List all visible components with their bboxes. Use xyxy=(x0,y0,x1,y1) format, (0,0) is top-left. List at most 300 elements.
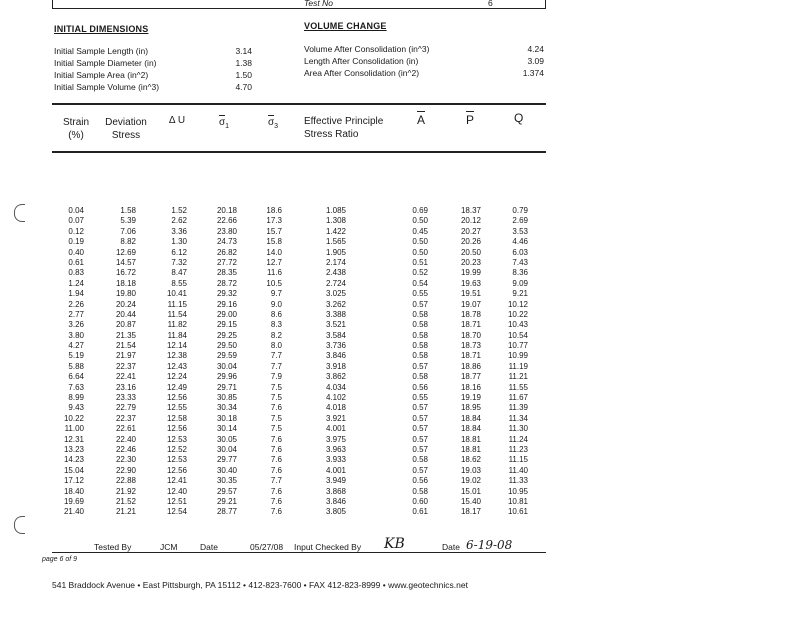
table-cell-a: 0.57 xyxy=(412,403,428,413)
table-cell-sigma3: 17.3 xyxy=(266,216,282,226)
table-cell-p: 18.71 xyxy=(460,320,481,330)
table-cell-strain: 7.63 xyxy=(68,382,84,392)
table-cell-p: 15.40 xyxy=(460,496,481,506)
table-cell-sigma1: 29.59 xyxy=(216,351,237,361)
table-cell-ratio: 3.846 xyxy=(325,351,346,361)
table-cell-p: 18.95 xyxy=(460,403,481,413)
table-cell-sigma3: 7.5 xyxy=(270,393,282,403)
table-cell-sigma1: 30.04 xyxy=(216,444,237,454)
table-cell-deviator: 20.44 xyxy=(115,309,136,319)
table-cell-p: 20.27 xyxy=(460,226,481,236)
table-cell-deviator: 21.97 xyxy=(115,351,136,361)
table-cell-du: 12.56 xyxy=(166,465,187,475)
table-cell-q: 10.61 xyxy=(507,507,528,517)
table-cell-du: 12.38 xyxy=(166,351,187,361)
table-cell-sigma1: 29.96 xyxy=(216,372,237,382)
table-cell-du: 10.41 xyxy=(166,289,187,299)
table-cell-strain: 2.26 xyxy=(68,299,84,309)
table-cell-deviator: 12.69 xyxy=(115,247,136,257)
table-cell-sigma3: 7.6 xyxy=(270,434,282,444)
table-cell-p: 18.84 xyxy=(460,424,481,434)
table-cell-q: 3.53 xyxy=(512,226,528,236)
table-cell-sigma1: 29.71 xyxy=(216,382,237,392)
table-cell-strain: 17.12 xyxy=(63,476,84,486)
column-a xyxy=(400,206,428,518)
table-cell-ratio: 3.262 xyxy=(325,299,346,309)
table-cell-sigma1: 29.25 xyxy=(216,330,237,340)
table-cell-du: 1.52 xyxy=(171,206,187,215)
table-cell-a: 0.57 xyxy=(412,424,428,434)
table-cell-p: 19.07 xyxy=(460,299,481,309)
column-q xyxy=(496,206,528,518)
table-cell-deviator: 22.37 xyxy=(115,361,136,371)
table-cell-sigma3: 18.6 xyxy=(266,206,282,215)
table-cell-q: 11.55 xyxy=(508,382,528,392)
table-cell-sigma3: 7.6 xyxy=(270,465,282,475)
table-cell-p: 19.03 xyxy=(460,465,481,475)
table-cell-du: 8.47 xyxy=(171,268,187,278)
table-cell-deviator: 22.90 xyxy=(115,465,136,475)
table-cell-sigma3: 7.9 xyxy=(270,372,282,382)
table-cell-sigma1: 30.14 xyxy=(216,424,237,434)
table-cell-q: 10.81 xyxy=(507,496,528,506)
table-cell-a: 0.60 xyxy=(412,496,428,506)
table-cell-sigma3: 8.3 xyxy=(270,320,282,330)
table-cell-ratio: 1.905 xyxy=(325,247,346,257)
table-cell-deviator: 14.57 xyxy=(115,257,136,267)
table-cell-q: 10.95 xyxy=(507,486,528,496)
table-cell-sigma1: 30.85 xyxy=(216,393,237,403)
table-cell-du: 3.36 xyxy=(171,226,187,236)
table-cell-ratio: 3.933 xyxy=(325,455,346,465)
table-cell-sigma3: 9.7 xyxy=(270,289,282,299)
table-cell-deviator: 21.54 xyxy=(115,341,136,351)
table-cell-du: 12.58 xyxy=(166,413,187,423)
table-cell-strain: 19.69 xyxy=(63,496,84,506)
table-cell-strain: 3.26 xyxy=(68,320,84,330)
table-cell-ratio: 4.102 xyxy=(325,393,346,403)
date2-value: 6-19-08 xyxy=(466,538,513,552)
table-cell-a: 0.57 xyxy=(412,434,428,444)
table-cell-a: 0.58 xyxy=(412,341,428,351)
table-cell-p: 18.62 xyxy=(460,455,481,465)
table-cell-strain: 0.19 xyxy=(68,237,84,247)
table-cell-ratio: 1.085 xyxy=(325,206,346,215)
table-cell-sigma3: 7.6 xyxy=(270,486,282,496)
table-cell-q: 10.43 xyxy=(507,320,528,330)
table-cell-a: 0.58 xyxy=(412,486,428,496)
table-cell-deviator: 22.61 xyxy=(115,424,136,434)
table-cell-deviator: 21.52 xyxy=(115,496,136,506)
table-cell-p: 19.63 xyxy=(460,278,481,288)
table-cell-du: 12.49 xyxy=(166,382,187,392)
table-cell-strain: 9.43 xyxy=(68,403,84,413)
volume-after-value: 4.24 xyxy=(527,44,544,54)
table-cell-strain: 10.22 xyxy=(63,413,84,423)
table-cell-deviator: 22.40 xyxy=(115,434,136,444)
table-cell-deviator: 23.33 xyxy=(115,393,136,403)
table-cell-q: 10.54 xyxy=(507,330,528,340)
table-cell-sigma1: 20.18 xyxy=(216,206,237,215)
section-divider xyxy=(52,103,546,105)
table-cell-strain: 11.00 xyxy=(64,424,84,434)
table-cell-deviator: 22.30 xyxy=(115,455,136,465)
length-after-value: 3.09 xyxy=(527,56,544,66)
table-cell-q: 11.33 xyxy=(508,476,528,486)
column-sigma3 xyxy=(260,206,282,518)
tested-by-label: Tested By xyxy=(94,542,132,552)
table-cell-a: 0.57 xyxy=(412,444,428,454)
table-cell-p: 18.71 xyxy=(460,351,481,361)
table-cell-strain: 12.31 xyxy=(63,434,84,444)
table-cell-du: 12.53 xyxy=(166,434,187,444)
table-cell-sigma3: 8.2 xyxy=(270,330,282,340)
table-cell-strain: 6.64 xyxy=(68,372,84,382)
table-cell-a: 0.61 xyxy=(412,507,428,517)
table-cell-sigma1: 22.66 xyxy=(216,216,237,226)
table-cell-strain: 0.40 xyxy=(68,247,84,257)
header-deviator: Deviation xyxy=(105,117,147,128)
table-cell-p: 19.99 xyxy=(460,268,481,278)
column-p xyxy=(449,206,481,518)
table-cell-deviator: 22.88 xyxy=(115,476,136,486)
table-cell-ratio: 3.736 xyxy=(325,341,346,351)
column-delta-u xyxy=(155,206,187,518)
table-cell-strain: 0.61 xyxy=(68,257,84,267)
table-cell-deviator: 23.16 xyxy=(115,382,136,392)
date-label: Date xyxy=(200,542,218,552)
table-cell-ratio: 3.963 xyxy=(325,444,346,454)
table-cell-ratio: 2.174 xyxy=(325,257,346,267)
table-cell-deviator: 19.80 xyxy=(115,289,136,299)
header-a: A xyxy=(417,113,426,127)
table-cell-ratio: 3.862 xyxy=(325,372,346,382)
table-cell-deviator: 16.72 xyxy=(115,268,136,278)
table-cell-du: 12.54 xyxy=(166,507,187,517)
table-cell-du: 11.82 xyxy=(167,320,187,330)
table-cell-p: 18.77 xyxy=(460,372,481,382)
area-after-label: Area After Consolidation (in^2) xyxy=(304,68,420,78)
table-cell-p: 18.37 xyxy=(460,206,481,215)
table-cell-du: 12.56 xyxy=(166,393,187,403)
table-cell-du: 12.51 xyxy=(166,496,187,506)
table-cell-du: 12.53 xyxy=(166,455,187,465)
column-strain xyxy=(56,206,84,518)
table-cell-strain: 0.12 xyxy=(68,226,84,236)
table-cell-sigma3: 12.7 xyxy=(266,257,282,267)
table-cell-sigma3: 15.7 xyxy=(266,226,282,236)
header-q: Q xyxy=(514,111,524,125)
page-label: page 6 of 9 xyxy=(42,556,78,563)
table-cell-p: 18.81 xyxy=(460,434,481,444)
table-cell-p: 18.84 xyxy=(460,413,481,423)
table-cell-sigma3: 10.5 xyxy=(266,278,282,288)
table-cell-p: 18.70 xyxy=(460,330,481,340)
table-cell-sigma1: 28.77 xyxy=(216,507,237,517)
table-cell-sigma1: 30.34 xyxy=(216,403,237,413)
table-cell-sigma3: 7.5 xyxy=(270,413,282,423)
table-cell-du: 7.32 xyxy=(171,257,187,267)
table-cell-sigma3: 7.5 xyxy=(270,382,282,392)
table-cell-sigma3: 7.6 xyxy=(270,403,282,413)
table-cell-sigma3: 7.6 xyxy=(270,496,282,506)
table-cell-q: 10.77 xyxy=(507,341,528,351)
table-cell-ratio: 1.422 xyxy=(325,226,346,236)
table-cell-strain: 1.94 xyxy=(68,289,84,299)
table-cell-q: 2.69 xyxy=(512,216,528,226)
table-cell-strain: 0.04 xyxy=(68,206,84,215)
table-cell-sigma1: 30.18 xyxy=(216,413,237,423)
header-deviator-stress: Stress xyxy=(111,130,141,141)
table-cell-du: 12.40 xyxy=(166,486,187,496)
tested-by-value: JCM xyxy=(160,542,178,552)
table-cell-p: 20.50 xyxy=(460,247,481,257)
table-cell-du: 1.30 xyxy=(171,237,187,247)
table-cell-q: 11.15 xyxy=(508,455,528,465)
table-cell-strain: 0.83 xyxy=(68,268,84,278)
table-cell-p: 18.17 xyxy=(460,507,481,517)
table-cell-sigma3: 15.8 xyxy=(266,237,282,247)
table-cell-q: 11.39 xyxy=(508,403,528,413)
test-no-label: Test No xyxy=(304,0,333,8)
table-cell-sigma3: 7.7 xyxy=(270,476,282,486)
column-sigma1 xyxy=(204,206,237,518)
table-cell-du: 6.12 xyxy=(171,247,187,257)
volume-after-label: Volume After Consolidation (in^3) xyxy=(304,44,430,54)
table-cell-a: 0.50 xyxy=(412,237,428,247)
table-cell-a: 0.50 xyxy=(412,216,428,226)
checked-by-initials: KB xyxy=(384,536,405,552)
header-p: P xyxy=(466,113,475,127)
initial-diameter-value: 1.38 xyxy=(235,58,252,68)
table-cell-a: 0.58 xyxy=(412,309,428,319)
table-cell-ratio: 3.921 xyxy=(325,413,346,423)
table-cell-ratio: 4.034 xyxy=(325,382,346,392)
table-cell-deviator: 22.41 xyxy=(115,372,136,382)
table-cell-sigma1: 29.77 xyxy=(216,455,237,465)
table-cell-du: 11.15 xyxy=(167,299,187,309)
table-cell-q: 6.03 xyxy=(512,247,528,257)
test-no-value: 6 xyxy=(488,0,493,8)
table-cell-sigma1: 29.50 xyxy=(216,341,237,351)
table-cell-a: 0.58 xyxy=(412,320,428,330)
table-cell-ratio: 1.308 xyxy=(325,216,346,226)
table-cell-p: 15.01 xyxy=(460,486,481,496)
table-cell-q: 10.12 xyxy=(507,299,528,309)
table-cell-strain: 15.04 xyxy=(63,465,84,475)
table-cell-ratio: 1.565 xyxy=(325,237,346,247)
table-cell-a: 0.51 xyxy=(412,257,428,267)
table-cell-q: 11.30 xyxy=(508,424,528,434)
table-cell-deviator: 18.18 xyxy=(115,278,136,288)
table-cell-strain: 8.99 xyxy=(68,393,84,403)
initial-dimensions-title: INITIAL DIMENSIONS xyxy=(54,24,149,34)
table-cell-strain: 2.77 xyxy=(68,309,84,319)
table-cell-ratio: 4.018 xyxy=(325,403,346,413)
table-cell-strain: 18.40 xyxy=(63,486,84,496)
table-cell-sigma1: 23.80 xyxy=(216,226,237,236)
table-cell-sigma3: 8.6 xyxy=(270,309,282,319)
table-cell-p: 19.51 xyxy=(460,289,481,299)
table-cell-strain: 21.40 xyxy=(63,507,84,517)
table-cell-p: 19.02 xyxy=(460,476,481,486)
table-cell-du: 11.84 xyxy=(167,330,187,340)
table-cell-a: 0.57 xyxy=(412,465,428,475)
table-cell-a: 0.52 xyxy=(412,268,428,278)
table-cell-du: 12.41 xyxy=(166,476,187,486)
table-cell-a: 0.55 xyxy=(412,289,428,299)
table-cell-a: 0.54 xyxy=(412,278,428,288)
table-cell-a: 0.58 xyxy=(412,372,428,382)
table-cell-p: 20.23 xyxy=(460,257,481,267)
table-cell-a: 0.57 xyxy=(412,361,428,371)
table-cell-deviator: 22.46 xyxy=(115,444,136,454)
table-cell-ratio: 4.001 xyxy=(325,465,346,475)
table-cell-sigma1: 29.15 xyxy=(216,320,237,330)
column-deviator xyxy=(104,206,136,518)
table-cell-q: 11.34 xyxy=(508,413,528,423)
table-cell-deviator: 1.58 xyxy=(120,206,136,215)
initial-length-value: 3.14 xyxy=(235,46,252,56)
table-cell-a: 0.58 xyxy=(412,330,428,340)
table-cell-sigma3: 7.7 xyxy=(270,351,282,361)
table-cell-a: 0.58 xyxy=(412,351,428,361)
header-sigma3: $\sigma_3$ xyxy=(268,117,279,130)
table-cell-sigma3: 14.0 xyxy=(266,247,282,257)
table-cell-ratio: 3.918 xyxy=(325,361,346,371)
table-cell-q: 11.21 xyxy=(508,372,528,382)
table-cell-q: 11.19 xyxy=(508,361,528,371)
table-cell-sigma1: 24.73 xyxy=(216,237,237,247)
table-cell-q: 8.36 xyxy=(512,268,528,278)
table-cell-du: 12.43 xyxy=(166,361,187,371)
initial-volume-value: 4.70 xyxy=(235,82,252,92)
table-cell-strain: 14.23 xyxy=(63,455,84,465)
table-cell-p: 18.86 xyxy=(460,361,481,371)
table-cell-sigma1: 29.32 xyxy=(216,289,237,299)
table-cell-sigma3: 11.6 xyxy=(267,268,282,278)
table-cell-strain: 3.80 xyxy=(68,330,84,340)
table-cell-ratio: 3.388 xyxy=(325,309,346,319)
table-cell-a: 0.69 xyxy=(412,206,428,215)
table-cell-q: 11.24 xyxy=(508,434,528,444)
table-cell-strain: 1.24 xyxy=(68,278,84,288)
table-cell-sigma1: 30.04 xyxy=(216,361,237,371)
header-ratio-2: Stress Ratio xyxy=(304,129,359,140)
table-cell-a: 0.45 xyxy=(412,226,428,236)
table-cell-a: 0.57 xyxy=(412,413,428,423)
table-cell-ratio: 2.724 xyxy=(325,278,346,288)
table-cell-q: 7.43 xyxy=(512,257,528,267)
table-cell-sigma3: 9.0 xyxy=(270,299,282,309)
table-cell-sigma1: 26.82 xyxy=(216,247,237,257)
table-cell-du: 12.55 xyxy=(166,403,187,413)
volume-change-title: VOLUME CHANGE xyxy=(304,21,387,31)
column-ratio xyxy=(316,206,346,518)
table-cell-p: 20.12 xyxy=(460,216,481,226)
table-cell-sigma3: 7.6 xyxy=(270,455,282,465)
table-cell-ratio: 4.001 xyxy=(325,424,346,434)
table-cell-q: 11.67 xyxy=(508,393,528,403)
table-cell-q: 11.23 xyxy=(508,444,528,454)
table-cell-ratio: 3.949 xyxy=(325,476,346,486)
date2-label: Date xyxy=(442,542,460,552)
table-cell-p: 19.19 xyxy=(460,393,481,403)
header-ratio: Effective Principle xyxy=(304,116,384,127)
length-after-label: Length After Consolidation (in) xyxy=(304,56,419,66)
table-cell-ratio: 3.846 xyxy=(325,496,346,506)
header-divider xyxy=(52,151,546,153)
table-cell-deviator: 21.92 xyxy=(115,486,136,496)
punch-hole-mark xyxy=(14,204,25,222)
table-cell-q: 9.09 xyxy=(512,278,528,288)
table-cell-deviator: 8.82 xyxy=(120,237,136,247)
table-cell-sigma1: 29.57 xyxy=(216,486,237,496)
table-cell-sigma1: 29.00 xyxy=(216,309,237,319)
header-delta-u: Δ U xyxy=(168,115,186,126)
table-cell-sigma3: 7.5 xyxy=(270,424,282,434)
table-cell-sigma1: 28.72 xyxy=(216,278,237,288)
initial-area-value: 1.50 xyxy=(235,70,252,80)
initial-diameter-label: Initial Sample Diameter (in) xyxy=(54,58,157,68)
table-cell-ratio: 3.521 xyxy=(325,320,346,330)
table-cell-sigma3: 8.0 xyxy=(270,341,282,351)
table-cell-a: 0.58 xyxy=(412,455,428,465)
date-value: 05/27/08 xyxy=(250,542,284,552)
table-cell-q: 9.21 xyxy=(512,289,528,299)
table-cell-ratio: 3.584 xyxy=(325,330,346,340)
table-cell-du: 11.54 xyxy=(167,309,187,319)
table-cell-du: 8.55 xyxy=(171,278,187,288)
table-cell-strain: 5.19 xyxy=(68,351,84,361)
table-cell-a: 0.57 xyxy=(412,299,428,309)
table-cell-ratio: 3.025 xyxy=(325,289,346,299)
table-cell-q: 4.46 xyxy=(512,237,528,247)
area-after-value: 1.374 xyxy=(522,68,544,78)
table-cell-sigma1: 30.40 xyxy=(216,465,237,475)
table-cell-deviator: 7.06 xyxy=(120,226,136,236)
table-cell-du: 12.52 xyxy=(166,444,187,454)
table-cell-strain: 13.23 xyxy=(63,444,84,454)
table-cell-sigma1: 28.35 xyxy=(216,268,237,278)
table-cell-q: 10.99 xyxy=(507,351,528,361)
table-cell-q: 0.79 xyxy=(512,206,528,215)
table-cell-sigma3: 7.6 xyxy=(270,507,282,517)
table-cell-sigma1: 27.72 xyxy=(216,257,237,267)
table-cell-p: 18.81 xyxy=(460,444,481,454)
table-cell-du: 12.24 xyxy=(166,372,187,382)
footer-address: 541 Braddock Avenue • East Pittsburgh, PA 15112 • 412-823-7600 • FAX 412-823-8999 • www.geotechnics.net xyxy=(52,580,468,590)
table-cell-p: 18.73 xyxy=(460,341,481,351)
table-cell-ratio: 3.805 xyxy=(325,507,346,517)
table-cell-q: 11.40 xyxy=(508,465,528,475)
header-sigma1: $\sigma_1$ xyxy=(219,117,230,130)
table-cell-a: 0.56 xyxy=(412,382,428,392)
initial-area-label: Initial Sample Area (in^2) xyxy=(54,70,149,80)
table-cell-p: 18.78 xyxy=(460,309,481,319)
table-cell-du: 12.56 xyxy=(166,424,187,434)
header-strain-unit: (%) xyxy=(68,130,84,141)
table-cell-a: 0.56 xyxy=(412,476,428,486)
table-cell-sigma1: 30.35 xyxy=(216,476,237,486)
table-cell-deviator: 5.39 xyxy=(120,216,136,226)
table-cell-a: 0.50 xyxy=(412,247,428,257)
table-cell-p: 18.16 xyxy=(460,382,481,392)
table-cell-sigma3: 7.7 xyxy=(270,361,282,371)
table-cell-deviator: 20.24 xyxy=(115,299,136,309)
punch-hole-mark xyxy=(14,516,25,534)
table-cell-a: 0.55 xyxy=(412,393,428,403)
